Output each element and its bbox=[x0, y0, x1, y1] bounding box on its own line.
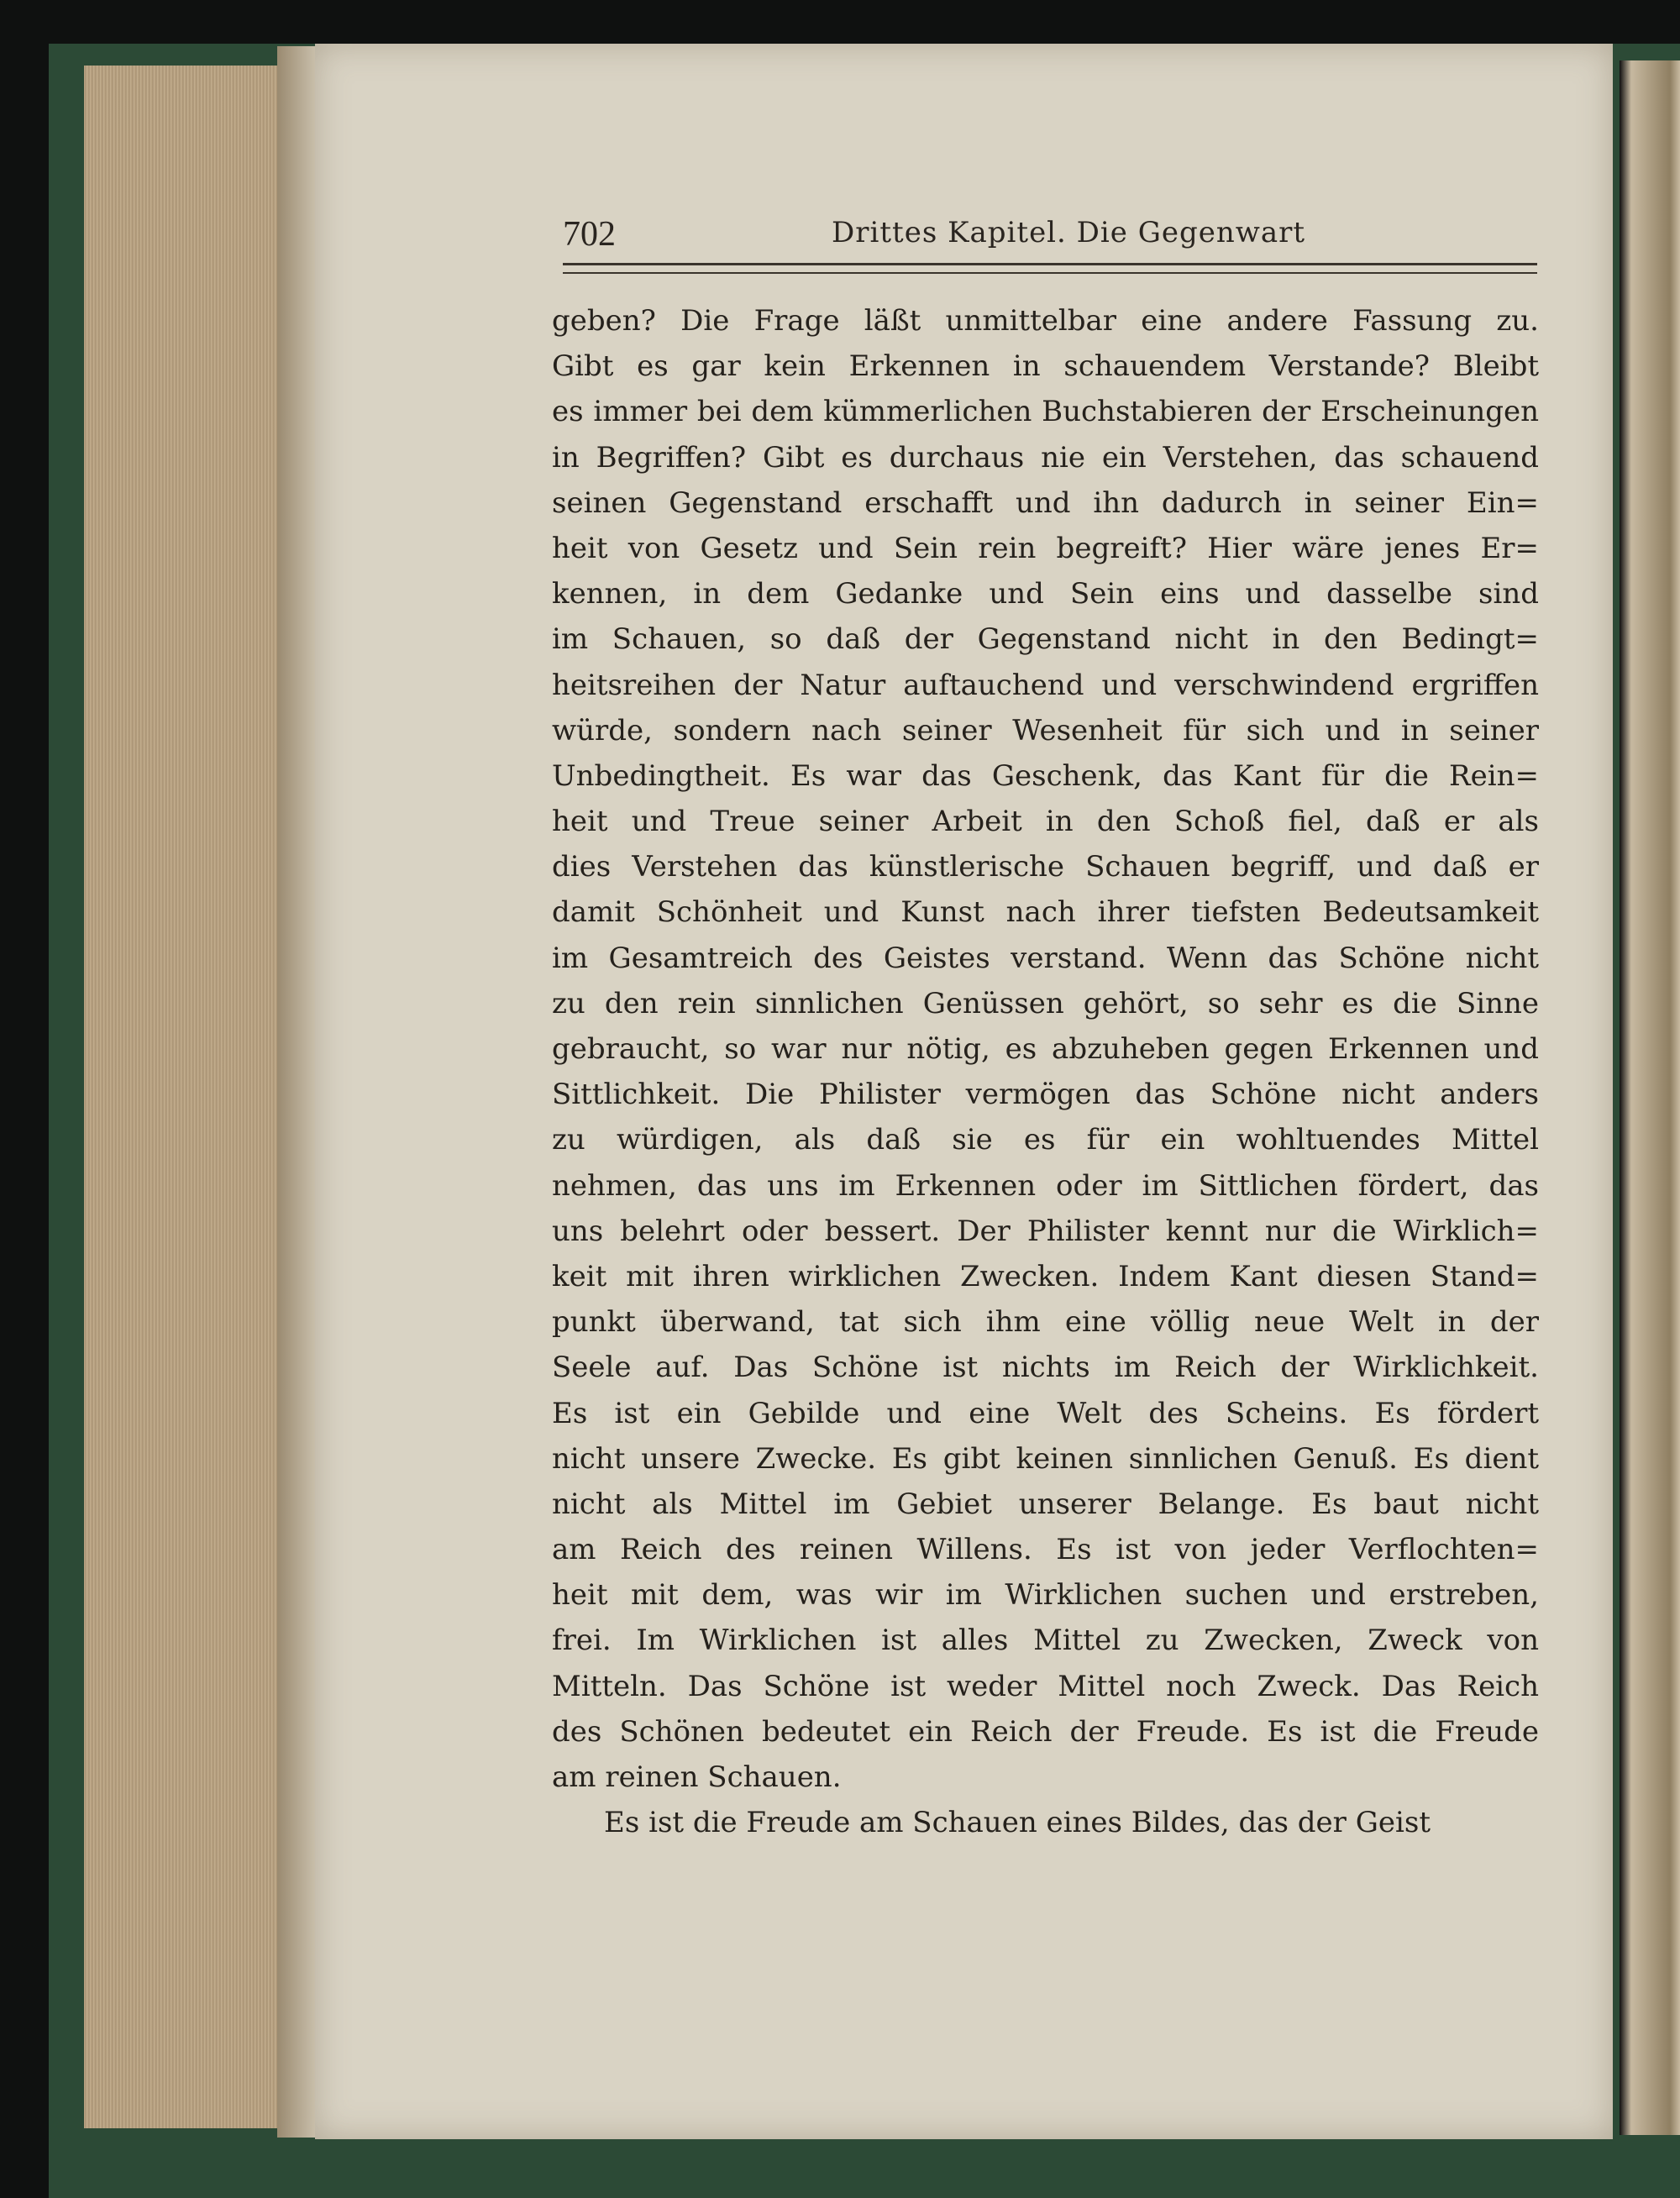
text-line: Gibt es gar kein Erkennen in schauendem Verstande? Bleibt bbox=[552, 349, 1539, 384]
body-text bbox=[552, 298, 1539, 1845]
running-head: Drittes Kapitel. Die Gegenwart bbox=[832, 216, 1306, 249]
text-line: seinen Gegenstand erschafft und ihn dadurch in seiner Ein= bbox=[552, 485, 1539, 520]
page-header bbox=[563, 214, 1537, 265]
text-line: kennen, in dem Gedanke und Sein eins und dasselbe sind bbox=[552, 577, 1539, 611]
page-number: 702 bbox=[563, 215, 616, 254]
text-line: es immer bei dem kümmerlichen Buchstabieren der Erscheinungen bbox=[552, 395, 1539, 429]
text-line: gebraucht, so war nur nötig, es abzuheben gegen Erkennen und bbox=[552, 1032, 1539, 1066]
text-line: punkt überwand, tat sich ihm eine völlig neue Welt in der bbox=[552, 1305, 1539, 1340]
text-line: geben? Die Frage läßt unmittelbar eine andere Fassung zu. bbox=[552, 304, 1539, 338]
text-line: dies Verstehen das künstlerische Schauen begriff, und daß er bbox=[552, 850, 1539, 884]
text-line: Mitteln. Das Schöne ist weder Mittel noch Zweck. Das Reich bbox=[552, 1669, 1539, 1703]
text-line: Seele auf. Das Schöne ist nichts im Reich der Wirklichkeit. bbox=[552, 1351, 1539, 1385]
text-line: am Reich des reinen Willens. Es ist von jeder Verflochten= bbox=[552, 1533, 1539, 1567]
text-line: nehmen, das uns im Erkennen oder im Sittlichen fördert, das bbox=[552, 1168, 1539, 1203]
text-line: des Schönen bedeutet ein Reich der Freude. Es ist die Freude bbox=[552, 1714, 1539, 1749]
text-line: im Gesamtreich des Geistes verstand. Wenn das Schöne nicht bbox=[552, 941, 1539, 975]
text-line: nicht als Mittel im Gebiet unserer Belange. Es baut nicht bbox=[552, 1487, 1539, 1521]
text-line: würde, sondern nach seiner Wesenheit für sich und in seiner bbox=[552, 713, 1539, 748]
text-line: Unbedingtheit. Es war das Geschenk, das Kant für die Rein= bbox=[552, 758, 1539, 793]
page-edges bbox=[84, 66, 294, 2128]
text-line: heitsreihen der Natur auftauchend und verschwindend ergriffen bbox=[552, 668, 1539, 702]
text-line: in Begriffen? Gibt es durchaus nie ein Verstehen, das schauend bbox=[552, 440, 1539, 475]
text-line: damit Schönheit und Kunst nach ihrer tiefsten Bedeutsamkeit bbox=[552, 895, 1539, 930]
header-rule bbox=[563, 263, 1537, 274]
text-line: zu würdigen, als daß sie es für ein wohltuendes Mittel bbox=[552, 1123, 1539, 1157]
text-line: heit und Treue seiner Arbeit in den Schoß fiel, daß er als bbox=[552, 805, 1539, 839]
text-line: heit mit dem, was wir im Wirklichen suchen und erstreben, bbox=[552, 1578, 1539, 1613]
text-line: keit mit ihren wirklichen Zwecken. Indem Kant diesen Stand= bbox=[552, 1259, 1539, 1293]
text-line: heit von Gesetz und Sein rein begreift? Hier wäre jenes Er= bbox=[552, 531, 1539, 565]
text-line: Sittlichkeit. Die Philister vermögen das Schöne nicht anders bbox=[552, 1078, 1539, 1112]
text-line: am reinen Schauen. bbox=[552, 1760, 842, 1794]
facing-page-edge bbox=[1620, 60, 1680, 2135]
text-line: nicht unsere Zwecke. Es gibt keinen sinnlichen Genuß. Es dient bbox=[552, 1441, 1539, 1476]
text-line: zu den rein sinnlichen Genüssen gehört, so sehr es die Sinne bbox=[552, 986, 1539, 1020]
text-line: im Schauen, so daß der Gegenstand nicht in den Bedingt= bbox=[552, 622, 1539, 657]
text-line: frei. Im Wirklichen ist alles Mittel zu Zwecken, Zweck von bbox=[552, 1624, 1539, 1658]
text-line: Es ist ein Gebilde und eine Welt des Scheins. Es fördert bbox=[552, 1396, 1539, 1430]
text-line: Es ist die Freude am Schauen eines Bildes, das der Geist bbox=[604, 1806, 1431, 1840]
text-line: uns belehrt oder bessert. Der Philister kennt nur die Wirklich= bbox=[552, 1214, 1539, 1248]
